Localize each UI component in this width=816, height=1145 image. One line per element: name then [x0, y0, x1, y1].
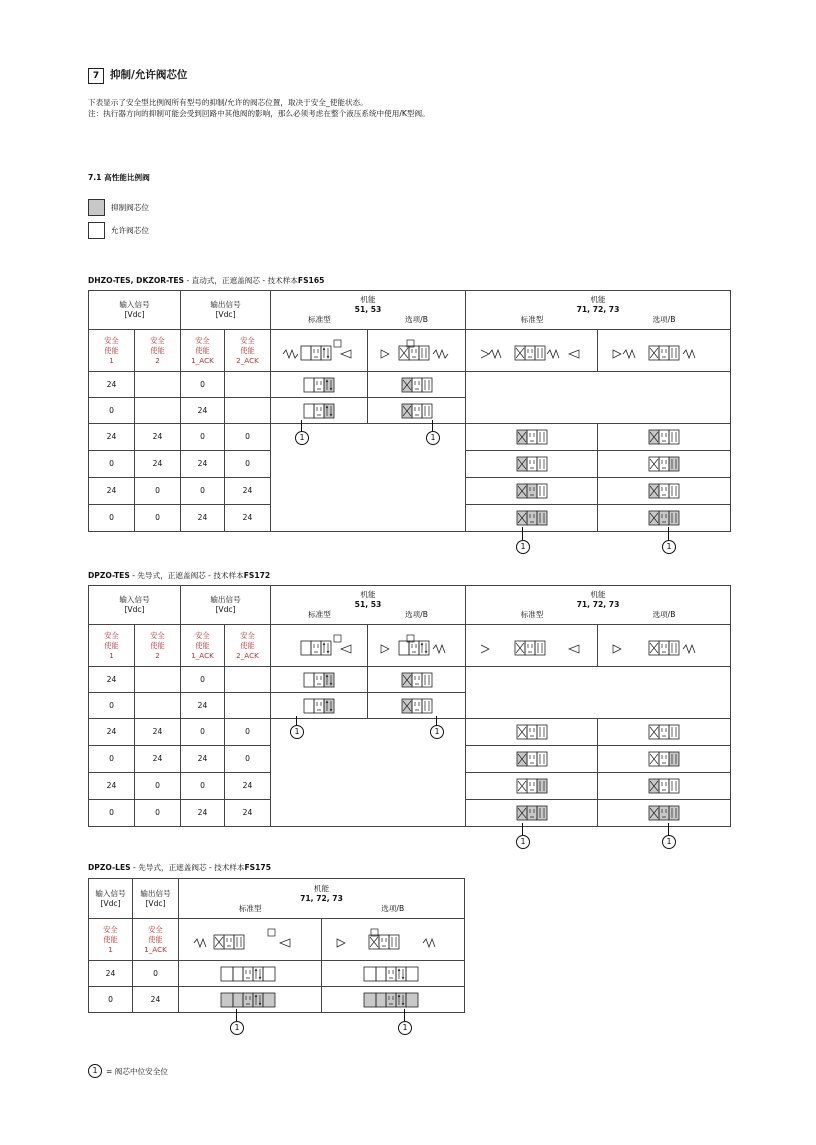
spool-position-icon [648, 510, 680, 526]
cell-text: [Vdc] [215, 605, 236, 614]
t1-sym-opt2 [598, 330, 731, 372]
table3 [88, 878, 465, 1013]
cell-text: 使能 [104, 640, 119, 650]
leader-line [668, 823, 669, 835]
spool-position-icon [303, 672, 335, 688]
table-cell: 24 [89, 719, 135, 746]
t1-safety-ack1 [181, 330, 225, 372]
cell-text [271, 315, 465, 325]
cell-text: 安全 [104, 630, 119, 640]
cell-text: 安全 [103, 924, 118, 934]
table-cell [598, 625, 731, 667]
table-cell: 0 [225, 424, 271, 451]
section-title: 抑制/允许阀芯位 [110, 69, 188, 81]
valve-symbol-icon [609, 336, 719, 366]
table-cell [179, 879, 465, 919]
t1-sym-opt [368, 330, 466, 372]
table-cell: 24 [135, 746, 181, 773]
table-cell [598, 478, 731, 505]
table-cell [271, 586, 466, 625]
safety-position-marker: 1 [290, 725, 304, 739]
safety-position-marker: 1 [516, 540, 530, 554]
table-cell [225, 398, 271, 424]
spool-position-icon [648, 751, 680, 767]
table-cell [135, 398, 181, 424]
table-cell [466, 372, 731, 424]
cell-text: [Vdc] [145, 898, 166, 908]
valve-symbol-icon [279, 631, 359, 661]
cell-text: 1_ACK [144, 944, 167, 954]
spool-position-icon [401, 377, 433, 393]
table-cell [181, 625, 225, 667]
table-cell [368, 693, 466, 719]
table-cell: 0 [89, 398, 135, 424]
spool-position-icon [303, 403, 335, 419]
table-cell: 0 [181, 372, 225, 398]
table-cell: 0 [89, 693, 135, 719]
table-cell: 24 [181, 693, 225, 719]
cell-text: 使能 [195, 345, 210, 355]
cell-text: 1_ACK [191, 355, 214, 365]
cell-text: 71, 72, 73 [300, 893, 343, 903]
table-cell: 24 [89, 478, 135, 505]
cell-text: 选项/B [381, 903, 405, 913]
intro-text [88, 97, 430, 119]
table-cell [466, 625, 598, 667]
table-cell [179, 987, 322, 1013]
table-cell: 0 [225, 451, 271, 478]
t1-sym-std [271, 330, 368, 372]
spool-position-icon [648, 805, 680, 821]
table-cell [179, 919, 322, 961]
table-cell: 0 [135, 800, 181, 827]
table-cell [225, 667, 271, 693]
table-cell: 24 [225, 800, 271, 827]
cell-text: 选项/B [404, 610, 428, 619]
cell-text: 使能 [103, 934, 118, 944]
valve-symbol-icon [609, 631, 719, 661]
table-cell [322, 987, 465, 1013]
table-cell [598, 424, 731, 451]
t1-input-header [89, 291, 181, 330]
table-cell: 0 [133, 961, 179, 987]
table2-ref: FS172 [243, 571, 271, 580]
table-cell [466, 667, 731, 719]
table-cell [225, 693, 271, 719]
table-cell [368, 372, 466, 398]
valve-symbol-icon [190, 925, 310, 955]
cell-text: 1 [109, 355, 114, 365]
cell-text: 机能 [313, 883, 330, 893]
cell-text: 1 [109, 650, 114, 660]
spool-position-icon [648, 429, 680, 445]
cell-text: 71, 72, 73 [576, 600, 620, 609]
table-cell [368, 667, 466, 693]
table-cell [466, 746, 598, 773]
table3-desc: - 先导式，正遮盖阀芯 - 技术样本 [130, 863, 245, 872]
table3-ref: FS175 [244, 863, 271, 872]
cell-text: 71, 72, 73 [576, 305, 620, 314]
spool-position-icon [303, 377, 335, 393]
footnote-marker: 1 [88, 1064, 102, 1078]
table-cell [466, 773, 598, 800]
spool-position-icon [516, 483, 548, 499]
cell-text: 1 [108, 944, 113, 954]
safety-position-marker: 1 [430, 725, 444, 739]
spool-position-icon [516, 751, 548, 767]
table-cell: 24 [89, 961, 133, 987]
valve-symbol-icon [477, 336, 587, 366]
cell-text: 标准型 [520, 610, 544, 619]
spool-position-icon [516, 456, 548, 472]
spool-position-icon [363, 966, 423, 982]
table-cell: 24 [135, 424, 181, 451]
valve-symbol-icon [279, 336, 359, 366]
legend-allowed-label: 允许阀芯位 [111, 226, 149, 235]
t1-safety-in2 [135, 330, 181, 372]
table-cell [89, 586, 181, 625]
cell-text: 使能 [240, 345, 255, 355]
table3-title [88, 862, 271, 873]
t1-safety-in1 [89, 330, 135, 372]
table-cell [181, 586, 271, 625]
table-cell: 24 [225, 505, 271, 532]
cell-text: 选项/B [652, 315, 676, 324]
table-cell [598, 800, 731, 827]
safety-position-marker: 1 [426, 431, 440, 445]
cell-text: [Vdc] [124, 605, 145, 614]
table-cell: 24 [89, 424, 135, 451]
valve-symbol-icon [377, 631, 457, 661]
spool-position-icon [648, 456, 680, 472]
table-cell [89, 919, 133, 961]
cell-text: 安全 [150, 630, 165, 640]
table-cell: 24 [89, 372, 135, 398]
leader-line [432, 420, 433, 431]
table-cell [598, 773, 731, 800]
cell-text: 安全 [195, 335, 210, 345]
cell-text: [Vdc] [124, 310, 145, 319]
legend-inhibited-swatch [88, 199, 105, 216]
cell-text: 输入信号 [95, 888, 126, 898]
table-cell [466, 478, 598, 505]
table-cell [598, 746, 731, 773]
table-cell: 0 [89, 505, 135, 532]
t1-fn1-header [271, 291, 466, 330]
table-cell [135, 693, 181, 719]
cell-text [466, 610, 730, 620]
spool-position-icon [516, 724, 548, 740]
cell-text [179, 904, 464, 914]
table-cell [135, 625, 181, 667]
cell-text: 使能 [240, 640, 255, 650]
cell-text: 机能 [360, 590, 376, 599]
cell-text: 使能 [104, 345, 119, 355]
cell-text: 使能 [150, 345, 165, 355]
spool-position-icon [648, 724, 680, 740]
t1-safety-ack2 [225, 330, 271, 372]
table-cell [598, 451, 731, 478]
leader-line [301, 420, 302, 431]
table-cell: 0 [135, 505, 181, 532]
table-cell [271, 667, 368, 693]
cell-text: 使能 [150, 640, 165, 650]
cell-text: 标准型 [238, 903, 262, 913]
table-cell [179, 961, 322, 987]
table-cell: 24 [89, 773, 135, 800]
table-cell: 24 [89, 667, 135, 693]
spool-position-icon [303, 698, 335, 714]
legend-inhibited-label: 抑制阀芯位 [111, 203, 149, 212]
table1-name: DHZO-TES, DKZOR-TES [88, 276, 185, 285]
table1 [88, 290, 731, 532]
cell-text: 51, 53 [354, 305, 382, 314]
cell-text [271, 610, 465, 620]
cell-text: 安全 [240, 630, 255, 640]
table-cell: 24 [225, 773, 271, 800]
table-cell [225, 372, 271, 398]
cell-text: 机能 [590, 295, 606, 304]
table-cell [322, 919, 465, 961]
cell-text: 安全 [195, 630, 210, 640]
cell-text: [Vdc] [100, 898, 121, 908]
table2-name: DPZO-TES [88, 571, 130, 580]
spool-position-icon [648, 483, 680, 499]
table-cell [466, 451, 598, 478]
table-cell [368, 398, 466, 424]
spool-position-icon [401, 403, 433, 419]
section-number: 7 [88, 68, 104, 84]
leader-line [236, 1009, 237, 1021]
table-cell: 24 [135, 451, 181, 478]
legend-allowed-swatch [88, 222, 105, 239]
cell-text: 使能 [195, 640, 210, 650]
safety-position-marker: 1 [662, 835, 676, 849]
table3-name: DPZO-LES [88, 863, 131, 872]
spool-position-icon [220, 992, 280, 1008]
table-cell: 0 [89, 746, 135, 773]
table-cell: 24 [181, 398, 225, 424]
cell-text: 安全 [148, 924, 163, 934]
cell-text: 标准型 [308, 315, 331, 324]
cell-text: 2 [155, 355, 160, 365]
intro-line-2: 注：执行器方向的抑制可能会受到回路中其他阀的影响，那么必须考虑在整个液压系统中使用/K型阀。 [88, 109, 430, 118]
cell-text: 安全 [104, 335, 119, 345]
table-cell [466, 800, 598, 827]
safety-position-marker: 1 [662, 540, 676, 554]
t1-output-header [181, 291, 271, 330]
table-cell [466, 505, 598, 532]
spool-position-icon [648, 778, 680, 794]
footnote-text: = 阀芯中位安全位 [106, 1067, 168, 1076]
cell-text: 输入信号 [119, 300, 150, 309]
table-cell [271, 372, 368, 398]
cell-text: 输入信号 [119, 595, 150, 604]
table1-title [88, 275, 324, 286]
leader-line [522, 527, 523, 540]
table-cell [466, 586, 731, 625]
table1-desc: - 直动式，正遮盖阀芯 - 技术样本 [184, 276, 298, 285]
table-cell: 0 [89, 451, 135, 478]
spool-position-icon [516, 778, 548, 794]
cell-text: 选项/B [652, 610, 676, 619]
valve-symbol-icon [477, 631, 587, 661]
safety-position-marker: 1 [398, 1021, 412, 1035]
table2-desc: - 先导式，正遮盖阀芯 - 技术样本 [129, 571, 244, 580]
cell-text: 输出信号 [210, 300, 241, 309]
t1-fn2-header [466, 291, 731, 330]
leader-line [404, 1009, 405, 1021]
cell-text: 安全 [240, 335, 255, 345]
spool-position-icon [516, 429, 548, 445]
table-cell [271, 693, 368, 719]
spool-position-icon [401, 672, 433, 688]
table-cell: 24 [181, 746, 225, 773]
table-cell [135, 372, 181, 398]
table-cell [466, 424, 598, 451]
cell-text: 输出信号 [210, 595, 241, 604]
spool-position-icon [363, 992, 423, 1008]
subsection-title: 7.1 高性能比例阀 [88, 173, 150, 182]
cell-text: 标准型 [308, 610, 331, 619]
table-cell [89, 879, 133, 919]
table-cell: 24 [225, 478, 271, 505]
table-cell: 24 [133, 987, 179, 1013]
table2-title [88, 570, 270, 581]
spool-position-icon [401, 698, 433, 714]
table-cell: 0 [89, 800, 135, 827]
spool-position-icon [516, 510, 548, 526]
table-cell: 24 [181, 800, 225, 827]
table-cell [322, 961, 465, 987]
table-cell [598, 719, 731, 746]
valve-symbol-icon [377, 336, 457, 366]
table-cell: 24 [181, 451, 225, 478]
cell-text: 2_ACK [236, 355, 259, 365]
table-cell: 0 [181, 424, 225, 451]
table-cell: 24 [135, 719, 181, 746]
cell-text: 机能 [360, 295, 376, 304]
table-cell: 0 [89, 987, 133, 1013]
safety-position-marker: 1 [295, 431, 309, 445]
table-cell: 0 [181, 719, 225, 746]
table-cell: 24 [181, 505, 225, 532]
table-cell: 0 [225, 746, 271, 773]
table-cell [133, 919, 179, 961]
cell-text: 机能 [590, 590, 606, 599]
cell-text: 51, 53 [354, 600, 382, 609]
table-cell [135, 667, 181, 693]
leader-line [668, 527, 669, 540]
table-cell [89, 625, 135, 667]
valve-symbol-icon [333, 925, 453, 955]
table-cell: 0 [135, 773, 181, 800]
cell-text: [Vdc] [215, 310, 236, 319]
cell-text: 使能 [148, 934, 163, 944]
spool-position-icon [220, 966, 280, 982]
table-cell: 0 [135, 478, 181, 505]
safety-position-marker: 1 [230, 1021, 244, 1035]
table-cell [466, 719, 598, 746]
cell-text: 输出信号 [140, 888, 171, 898]
table-cell: 0 [225, 719, 271, 746]
table-cell: 0 [181, 667, 225, 693]
table1-ref: FS165 [297, 276, 325, 285]
table-cell [225, 625, 271, 667]
cell-text: 1_ACK [191, 650, 214, 660]
table-cell [598, 505, 731, 532]
cell-text: 标准型 [520, 315, 544, 324]
intro-line-1: 下表显示了安全型比例阀所有型号的抑制/允许的阀芯位置，取决于安全_使能状态。 [88, 98, 368, 107]
cell-text [466, 315, 730, 325]
table-cell [271, 398, 368, 424]
table2 [88, 585, 731, 827]
table-cell: 0 [181, 478, 225, 505]
leader-line [522, 823, 523, 835]
table-cell [368, 625, 466, 667]
t1-sym-std2 [466, 330, 598, 372]
cell-text: 2_ACK [236, 650, 259, 660]
table-cell [133, 879, 179, 919]
cell-text: 选项/B [404, 315, 428, 324]
cell-text: 安全 [150, 335, 165, 345]
cell-text: 2 [155, 650, 160, 660]
spool-position-icon [516, 805, 548, 821]
safety-position-marker: 1 [516, 835, 530, 849]
table-cell [271, 625, 368, 667]
table-cell: 0 [181, 773, 225, 800]
